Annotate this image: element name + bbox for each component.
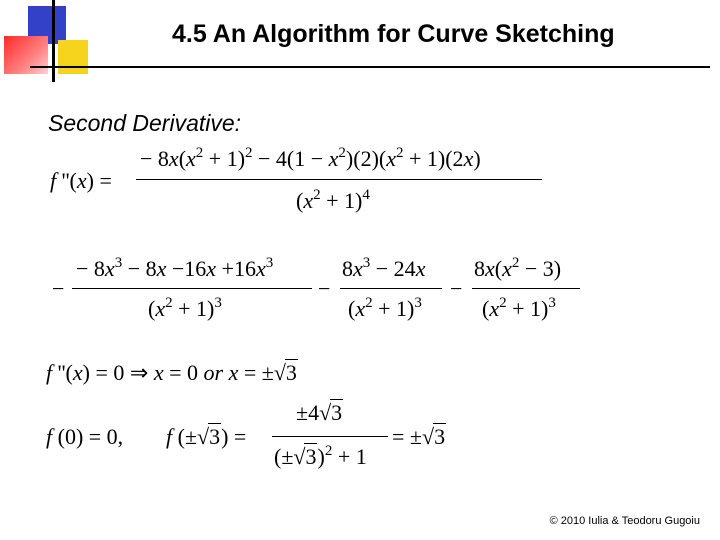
eq2-fraction1-denominator: $(x^2 + 1)^3$: [148, 295, 222, 321]
eq2-fraction1-bar: [72, 288, 312, 289]
section-heading: Second Derivative:: [48, 110, 242, 136]
equation-critical-points: f ''(x) = 0 ⇒ x = 0 or x = ±√3: [46, 360, 297, 385]
eq2-fraction3-bar: [472, 288, 580, 289]
eq1-numerator: − $8x(x^2 + 1)^2 - 4(1 - x^2)(2)(x^2 + 1)(2x)$: [140, 145, 481, 171]
eq1-fraction-bar: [136, 179, 542, 180]
eq2-fraction2-bar: [340, 288, 442, 289]
eq2-fraction2-denominator: $(x^2 + 1)^3$: [348, 295, 422, 321]
title-underline: [30, 66, 710, 68]
slide-title: 4.5 An Algorithm for Curve Sketching: [172, 20, 615, 48]
decorative-vertical-line: [52, 0, 55, 82]
eq4-fraction-bar: [272, 436, 388, 437]
eq4-numerator: ±4√3: [296, 400, 343, 425]
eq1-denominator: $(x^2 + 1)^4$: [296, 187, 370, 213]
eq2-fraction3-numerator: $8x(x^2 - 3)$: [474, 255, 562, 281]
eq2-fraction3-denominator: $(x^2 + 1)^3$: [482, 295, 556, 321]
eq2-fraction2-numerator: $8x^3 - 24x$: [342, 255, 426, 281]
decorative-yellow-square: [58, 40, 88, 74]
eq4-denominator: $(\pm√3)^2 + 1$: [274, 443, 367, 469]
copyright-footer: © 2010 Iulia & Teodoru Gugoiu: [549, 515, 700, 527]
decorative-red-square: [4, 36, 48, 74]
eq2-fraction1-numerator: − $8x^3 - 8x -16x +16x^3$: [76, 255, 274, 281]
